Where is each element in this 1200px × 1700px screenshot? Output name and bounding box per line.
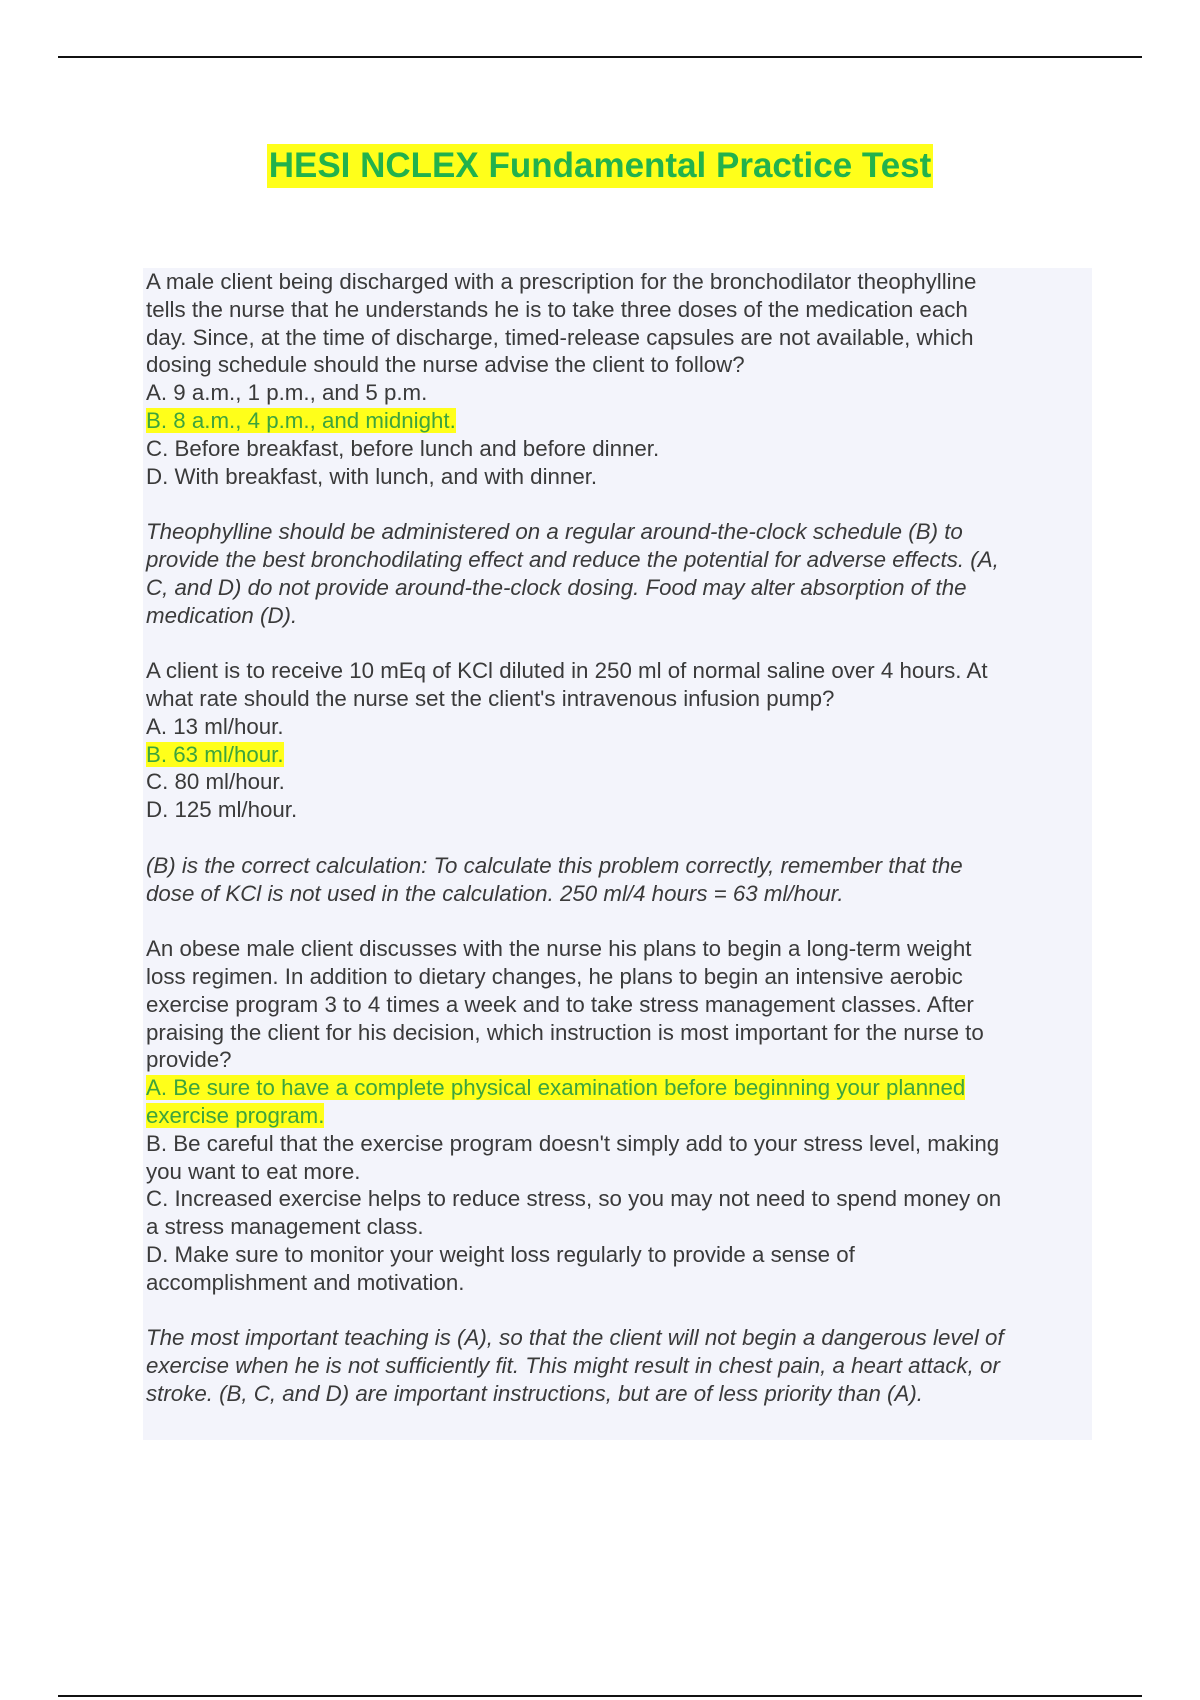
question-1-rationale <box>146 518 1092 629</box>
question-1-stem-line: dosing schedule should the nurse advise the client to follow? <box>146 352 745 378</box>
question-3-option-c: C. Increased exercise helps to reduce stress, so you may not need to spend money on <box>146 1186 1002 1212</box>
rationale-line: Theophylline should be administered on a regular around-the-clock schedule (B) to <box>146 519 963 545</box>
question-2-option-c: C. 80 ml/hour. <box>146 769 285 795</box>
question-1-option-c: C. Before breakfast, before lunch and before dinner. <box>146 435 660 461</box>
question-3-option-b-cont: you want to eat more. <box>146 1158 361 1184</box>
question-3-stem-line: exercise program 3 to 4 times a week and to take stress management classes. After <box>146 991 974 1017</box>
question-panel <box>143 268 1092 1440</box>
question-1-stem-line: A male client being discharged with a prescription for the bronchodilator theophylline <box>146 269 977 294</box>
question-2-stem-line: what rate should the nurse set the client's intravenous infusion pump? <box>146 685 835 711</box>
question-1-stem-line: tells the nurse that he understands he is to take three doses of the medication each <box>146 296 968 322</box>
rationale-line: dose of KCl is not used in the calculation. 250 ml/4 hours = 63 ml/hour. <box>146 880 844 906</box>
question-3-option-d-cont: accomplishment and motivation. <box>146 1269 465 1295</box>
rationale-line: stroke. (B, C, and D) are important instructions, but are of less priority than (A). <box>146 1380 923 1406</box>
rationale-line: provide the best bronchodilating effect and reduce the potential for adverse effects. (A, <box>146 546 999 572</box>
top-rule <box>58 56 1142 58</box>
rationale-line: medication (D). <box>146 602 298 628</box>
question-3-stem-line: An obese male client discusses with the nurse his plans to begin a long-term weight <box>146 936 972 962</box>
question-2-rationale <box>146 852 1092 908</box>
title-block <box>0 144 1200 188</box>
question-3-option-a-correct-cont: exercise program. <box>146 1102 325 1128</box>
rationale-line: exercise when he is not sufficiently fit. This might result in chest pain, a heart attack, or <box>146 1353 1000 1379</box>
question-3-option-b: B. Be careful that the exercise program doesn't simply add to your stress level, making <box>146 1130 1000 1156</box>
question-2 <box>146 657 1092 824</box>
question-3-stem-line: loss regimen. In addition to dietary changes, he plans to begin an intensive aerobic <box>146 963 963 989</box>
question-3 <box>146 935 1092 1296</box>
question-2-stem-line: A client is to receive 10 mEq of KCl diluted in 250 ml of normal saline over 4 hours. At <box>146 658 988 684</box>
question-1-option-d: D. With breakfast, with lunch, and with dinner. <box>146 463 598 489</box>
question-3-stem-line: provide? <box>146 1047 232 1073</box>
question-1-option-b-correct: B. 8 a.m., 4 p.m., and midnight. <box>146 407 456 433</box>
rationale-line: (B) is the correct calculation: To calculate this problem correctly, remember that the <box>146 852 963 878</box>
rationale-line: The most important teaching is (A), so that the client will not begin a dangerous level of <box>146 1325 1004 1351</box>
question-3-option-c-cont: a stress management class. <box>146 1214 424 1240</box>
question-1-stem-line: day. Since, at the time of discharge, timed-release capsules are not available, which <box>146 324 974 350</box>
question-2-option-a: A. 13 ml/hour. <box>146 713 284 739</box>
question-3-option-a-correct: A. Be sure to have a complete physical examination before beginning your planned <box>146 1075 966 1101</box>
page-title: HESI NCLEX Fundamental Practice Test <box>267 144 934 188</box>
question-2-option-d: D. 125 ml/hour. <box>146 797 298 823</box>
question-3-rationale <box>146 1324 1092 1407</box>
rationale-line: C, and D) do not provide around-the-clock dosing. Food may alter absorption of the <box>146 574 967 600</box>
question-1 <box>146 268 1092 490</box>
question-1-option-a: A. 9 a.m., 1 p.m., and 5 p.m. <box>146 380 428 406</box>
question-2-option-b-correct: B. 63 ml/hour. <box>146 741 284 767</box>
question-3-option-d: D. Make sure to monitor your weight loss regularly to provide a sense of <box>146 1241 855 1267</box>
bottom-rule <box>58 1695 1142 1697</box>
question-3-stem-line: praising the client for his decision, which instruction is most important for the nurse to <box>146 1019 984 1045</box>
